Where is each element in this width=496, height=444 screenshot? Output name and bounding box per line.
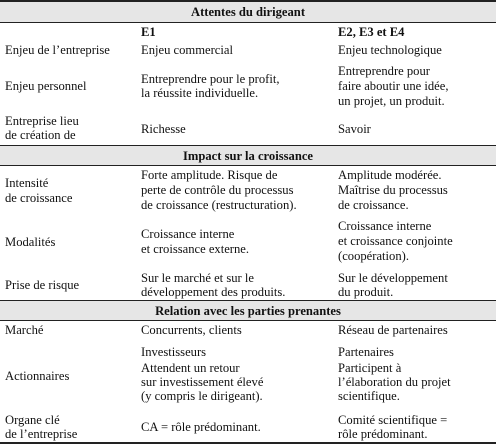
- cell-e1: la réussite individuelle.: [141, 86, 259, 100]
- row-label-enjeu-personnel: Enjeu personnel: [5, 79, 87, 93]
- section-rule: [0, 165, 496, 166]
- row-label-organe-cle: Organe clé: [5, 413, 60, 427]
- cell-e1: Croissance interne: [141, 227, 235, 241]
- cell-e234: Réseau de partenaires: [338, 323, 448, 337]
- cell-e234: de croissance.: [338, 198, 409, 212]
- row-label-modalites: Modalités: [5, 235, 56, 249]
- row-label-entreprise-lieu: de création de: [5, 128, 76, 142]
- row-label-prise-risque: Prise de risque: [5, 278, 80, 292]
- cell-e234: du produit.: [338, 285, 394, 299]
- cell-e234: scientifique.: [338, 389, 400, 403]
- cell-e234: Participent à: [338, 361, 402, 375]
- cell-e234: Entreprendre pour: [338, 64, 430, 78]
- cell-e1: Attendent un retour: [141, 361, 240, 375]
- cell-e234: (coopération).: [338, 249, 409, 263]
- cell-e1: CA = rôle prédominant.: [141, 420, 261, 434]
- cell-e1: perte de contrôle du processus: [141, 183, 294, 197]
- section-title-impact: Impact sur la croissance: [182, 149, 313, 163]
- cell-e234: Amplitude modérée.: [338, 168, 442, 182]
- row-label-intensite: Intensité: [5, 176, 49, 190]
- row-label-enjeu-entreprise: Enjeu de l’entreprise: [5, 43, 110, 57]
- cell-e1: Entreprendre pour le profit,: [141, 72, 280, 86]
- cell-e1: Forte amplitude. Risque de: [141, 168, 278, 182]
- cell-e234: Maîtrise du processus: [338, 183, 448, 197]
- section-rule: [0, 22, 496, 23]
- cell-e234: l’élaboration du projet: [338, 375, 451, 389]
- row-label-organe-cle: de l’entreprise: [5, 427, 78, 441]
- cell-e1: de croissance (restructuration).: [141, 198, 297, 212]
- column-header-e1: E1: [141, 25, 156, 39]
- row-label-entreprise-lieu: Entreprise lieu: [5, 114, 79, 128]
- cell-e234: Croissance interne: [338, 219, 432, 233]
- cell-e234: Partenaires: [338, 345, 394, 359]
- cell-e1: et croissance externe.: [141, 242, 250, 256]
- cell-e1: Richesse: [141, 122, 186, 136]
- section-title-attentes: Attentes du dirigeant: [190, 5, 306, 19]
- section-title-relation: Relation avec les parties prenantes: [155, 304, 341, 318]
- cell-e1: sur investissement élevé: [141, 375, 264, 389]
- cell-e1: (y compris le dirigeant).: [141, 389, 263, 403]
- cell-e234: Sur le développement: [338, 271, 448, 285]
- cell-e234: Comité scientifique =: [338, 413, 448, 427]
- row-label-marche: Marché: [5, 323, 44, 337]
- cell-e234: rôle prédominant.: [338, 427, 428, 441]
- column-header-e234: E2, E3 et E4: [338, 25, 405, 39]
- cell-e1: Enjeu commercial: [141, 43, 233, 57]
- row-label-intensite: de croissance: [5, 191, 73, 205]
- cell-e234: et croissance conjointe: [338, 234, 453, 248]
- cell-e234: Savoir: [338, 122, 371, 136]
- cell-e234: Enjeu technologique: [338, 43, 442, 57]
- row-label-actionnaires: Actionnaires: [5, 369, 70, 383]
- cell-e234: faire aboutir une idée,: [338, 79, 449, 93]
- section-rule: [0, 320, 496, 321]
- cell-e1: Concurrents, clients: [141, 323, 242, 337]
- cell-e1: Sur le marché et sur le: [141, 271, 254, 285]
- cell-e234: un projet, un produit.: [338, 94, 445, 108]
- cell-e1: développement des produits.: [141, 285, 286, 299]
- cell-e1: Investisseurs: [141, 345, 207, 359]
